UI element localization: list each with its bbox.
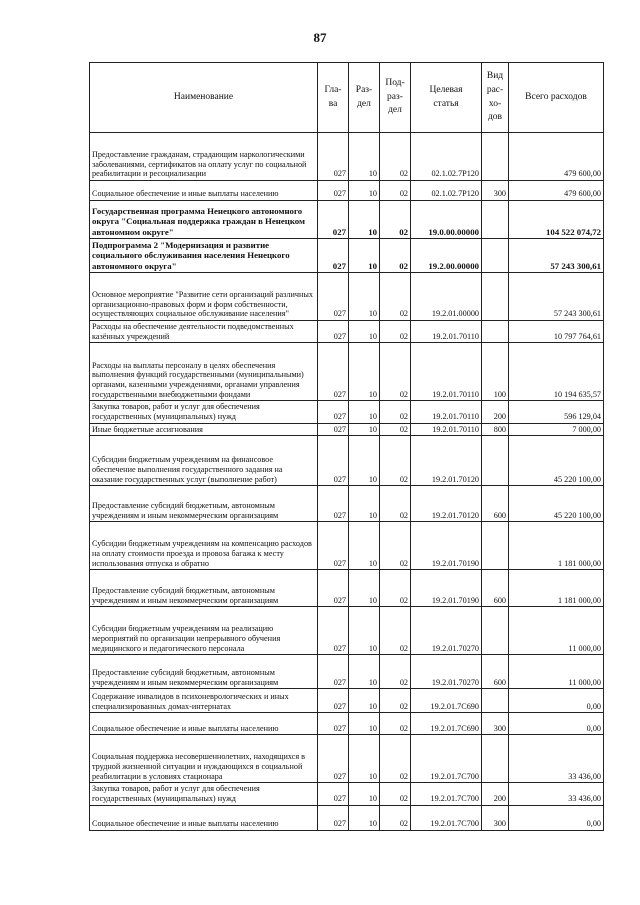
table-row <box>90 201 604 239</box>
row-article: 19.2.01.7С690 <box>411 689 482 713</box>
row-total: 0,00 <box>509 713 604 735</box>
row-section: 10 <box>349 401 380 423</box>
row-article: 02.1.02.7Р120 <box>411 181 482 201</box>
table-body <box>90 133 604 831</box>
row-section: 10 <box>349 133 380 181</box>
row-article: 19.2.01.70110 <box>411 321 482 343</box>
row-name: Субсидии бюджетным учреждениям на компенсацию расходов на оплату стоимости проезда и провоза багажа к месту использования отпуска и обратно <box>90 522 318 570</box>
row-article: 19.2.01.70270 <box>411 655 482 689</box>
table-row <box>90 655 604 689</box>
row-subsection: 02 <box>380 805 411 830</box>
row-total: 45 220 100,00 <box>509 486 604 522</box>
table-row <box>90 522 604 570</box>
row-section: 10 <box>349 655 380 689</box>
row-total: 0,00 <box>509 689 604 713</box>
row-subsection: 02 <box>380 570 411 607</box>
row-total: 1 181 000,00 <box>509 522 604 570</box>
row-article: 19.2.01.7С700 <box>411 735 482 783</box>
row-chapter: 027 <box>318 273 349 321</box>
row-name: Содержание инвалидов в психоневрологических и иных специализированных домах-интернатах <box>90 689 318 713</box>
row-subsection: 02 <box>380 655 411 689</box>
row-subsection: 02 <box>380 343 411 401</box>
row-total: 11 000,00 <box>509 655 604 689</box>
header-expense-type: Вид рас- хо- дов <box>482 63 509 133</box>
row-name: Основное мероприятие "Развитие сети организаций различных организационно-правовых форм и форм собственности, осуществляющих социальное обслуживание населения" <box>90 273 318 321</box>
row-chapter: 027 <box>318 321 349 343</box>
row-chapter: 027 <box>318 655 349 689</box>
row-total: 479 600,00 <box>509 133 604 181</box>
row-expense-type <box>482 689 509 713</box>
row-expense-type: 300 <box>482 713 509 735</box>
row-subsection: 02 <box>380 522 411 570</box>
row-subsection: 02 <box>380 607 411 655</box>
row-expense-type <box>482 321 509 343</box>
row-name: Закупка товаров, работ и услуг для обеспечения государственных (муниципальных) нужд <box>90 401 318 423</box>
row-section: 10 <box>349 735 380 783</box>
row-expense-type: 200 <box>482 783 509 805</box>
row-article: 19.2.01.70190 <box>411 570 482 607</box>
row-total: 7 000,00 <box>509 423 604 436</box>
row-name: Предоставление субсидий бюджетным, автономным учреждениям и иным некоммерческим организациям <box>90 655 318 689</box>
table-row <box>90 273 604 321</box>
header-total: Всего расходов <box>509 63 604 133</box>
row-expense-type: 300 <box>482 181 509 201</box>
row-expense-type: 600 <box>482 486 509 522</box>
row-expense-type: 600 <box>482 570 509 607</box>
row-article: 19.2.01.70190 <box>411 522 482 570</box>
row-chapter: 027 <box>318 239 349 273</box>
row-section: 10 <box>349 783 380 805</box>
row-total: 33 436,00 <box>509 783 604 805</box>
row-chapter: 027 <box>318 423 349 436</box>
row-article: 19.2.01.70110 <box>411 343 482 401</box>
row-chapter: 027 <box>318 607 349 655</box>
row-section: 10 <box>349 239 380 273</box>
row-total: 104 522 074,72 <box>509 201 604 239</box>
row-section: 10 <box>349 486 380 522</box>
row-section: 10 <box>349 436 380 486</box>
row-total: 596 129,04 <box>509 401 604 423</box>
table-header-row <box>90 63 604 133</box>
row-section: 10 <box>349 689 380 713</box>
row-total: 1 181 000,00 <box>509 570 604 607</box>
row-chapter: 027 <box>318 570 349 607</box>
row-section: 10 <box>349 713 380 735</box>
row-total: 45 220 100,00 <box>509 436 604 486</box>
budget-table <box>89 62 604 831</box>
row-name: Субсидии бюджетным учреждениям на финансовое обеспечение выполнения государственного задания на оказание государственных услуг (выполнение работ) <box>90 436 318 486</box>
table-row <box>90 343 604 401</box>
table-row <box>90 713 604 735</box>
row-chapter: 027 <box>318 486 349 522</box>
row-article: 19.2.01.70120 <box>411 486 482 522</box>
row-article: 19.0.00.00000 <box>411 201 482 239</box>
row-article: 19.2.01.70110 <box>411 401 482 423</box>
row-name: Предоставление гражданам, страдающим наркологическими заболеваниями, сертификатов на оплату услуг по социальной реабилитации и ресоциализации <box>90 133 318 181</box>
row-total: 10 194 635,57 <box>509 343 604 401</box>
row-chapter: 027 <box>318 133 349 181</box>
row-name: Предоставление субсидий бюджетным, автономным учреждениям и иным некоммерческим организациям <box>90 570 318 607</box>
row-expense-type: 100 <box>482 343 509 401</box>
row-article: 19.2.01.70270 <box>411 607 482 655</box>
row-name: Социальная поддержка несовершеннолетних, находящихся в трудной жизненной ситуации и нуждающихся в социальной реабилитации в условиях стационара <box>90 735 318 783</box>
table-row <box>90 133 604 181</box>
table-row <box>90 423 604 436</box>
row-subsection: 02 <box>380 436 411 486</box>
row-chapter: 027 <box>318 689 349 713</box>
row-expense-type <box>482 239 509 273</box>
row-subsection: 02 <box>380 239 411 273</box>
header-chapter: Гла- ва <box>318 63 349 133</box>
row-expense-type <box>482 522 509 570</box>
row-total: 11 000,00 <box>509 607 604 655</box>
row-section: 10 <box>349 522 380 570</box>
table-row <box>90 689 604 713</box>
row-article: 19.2.01.70120 <box>411 436 482 486</box>
row-expense-type: 600 <box>482 655 509 689</box>
table-row <box>90 805 604 830</box>
row-subsection: 02 <box>380 713 411 735</box>
page-number: 87 <box>313 30 327 45</box>
row-chapter: 027 <box>318 343 349 401</box>
row-section: 10 <box>349 570 380 607</box>
table-row <box>90 321 604 343</box>
row-chapter: 027 <box>318 401 349 423</box>
row-subsection: 02 <box>380 735 411 783</box>
row-expense-type: 200 <box>482 401 509 423</box>
row-expense-type <box>482 273 509 321</box>
row-name: Социальное обеспечение и иные выплаты населению <box>90 805 318 830</box>
row-chapter: 027 <box>318 783 349 805</box>
row-section: 10 <box>349 201 380 239</box>
row-subsection: 02 <box>380 273 411 321</box>
table-row <box>90 239 604 273</box>
row-article: 19.2.01.7С700 <box>411 783 482 805</box>
table-row <box>90 436 604 486</box>
row-article: 19.2.01.00000 <box>411 273 482 321</box>
table-row <box>90 783 604 805</box>
row-name: Социальное обеспечение и иные выплаты населению <box>90 713 318 735</box>
row-total: 33 436,00 <box>509 735 604 783</box>
row-chapter: 027 <box>318 201 349 239</box>
row-article: 02.1.02.7Р120 <box>411 133 482 181</box>
row-subsection: 02 <box>380 423 411 436</box>
row-total: 10 797 764,61 <box>509 321 604 343</box>
row-section: 10 <box>349 181 380 201</box>
row-subsection: 02 <box>380 689 411 713</box>
row-expense-type <box>482 607 509 655</box>
header-section: Раз- дел <box>349 63 380 133</box>
row-name: Субсидии бюджетным учреждениям на реализацию мероприятий по организации непрерывного обучения медицинского и педагогического персонала <box>90 607 318 655</box>
row-section: 10 <box>349 343 380 401</box>
row-name: Государственная программа Ненецкого автономного округа "Социальная поддержка граждан в Ненецком автономном округе" <box>90 201 318 239</box>
row-subsection: 02 <box>380 783 411 805</box>
row-expense-type <box>482 735 509 783</box>
row-subsection: 02 <box>380 133 411 181</box>
row-name: Расходы на обеспечение деятельности подведомственных казённых учреждений <box>90 321 318 343</box>
row-chapter: 027 <box>318 805 349 830</box>
row-section: 10 <box>349 805 380 830</box>
row-section: 10 <box>349 607 380 655</box>
table-row <box>90 486 604 522</box>
row-expense-type <box>482 436 509 486</box>
row-chapter: 027 <box>318 522 349 570</box>
row-article: 19.2.01.7С700 <box>411 805 482 830</box>
header-name: Наименование <box>90 63 318 133</box>
row-expense-type: 800 <box>482 423 509 436</box>
row-chapter: 027 <box>318 436 349 486</box>
row-subsection: 02 <box>380 181 411 201</box>
row-expense-type <box>482 133 509 181</box>
row-subsection: 02 <box>380 201 411 239</box>
row-section: 10 <box>349 423 380 436</box>
row-total: 0,00 <box>509 805 604 830</box>
row-subsection: 02 <box>380 401 411 423</box>
row-expense-type: 300 <box>482 805 509 830</box>
row-section: 10 <box>349 321 380 343</box>
row-subsection: 02 <box>380 486 411 522</box>
header-article: Целевая статья <box>411 63 482 133</box>
row-total: 57 243 300,61 <box>509 273 604 321</box>
table-row <box>90 401 604 423</box>
row-chapter: 027 <box>318 713 349 735</box>
row-name: Расходы на выплаты персоналу в целях обеспечения выполнения функций государственными (муниципальными) органами, казенными учреждениями, органами управления государственными внебюджетными фондами <box>90 343 318 401</box>
row-subsection: 02 <box>380 321 411 343</box>
row-article: 19.2.00.00000 <box>411 239 482 273</box>
table-row <box>90 607 604 655</box>
row-name: Иные бюджетные ассигнования <box>90 423 318 436</box>
row-section: 10 <box>349 273 380 321</box>
row-name: Закупка товаров, работ и услуг для обеспечения государственных (муниципальных) нужд <box>90 783 318 805</box>
row-name: Подпрограмма 2 "Модернизация и развитие социального обслуживания населения Ненецкого автономного округа" <box>90 239 318 273</box>
row-name: Предоставление субсидий бюджетным, автономным учреждениям и иным некоммерческим организациям <box>90 486 318 522</box>
row-expense-type <box>482 201 509 239</box>
table-row <box>90 570 604 607</box>
row-total: 479 600,00 <box>509 181 604 201</box>
table-row <box>90 735 604 783</box>
row-chapter: 027 <box>318 181 349 201</box>
row-chapter: 027 <box>318 735 349 783</box>
table-row <box>90 181 604 201</box>
header-subsection: Под- раз- дел <box>380 63 411 133</box>
row-name: Социальное обеспечение и иные выплаты населению <box>90 181 318 201</box>
row-article: 19.2.01.70110 <box>411 423 482 436</box>
row-total: 57 243 300,61 <box>509 239 604 273</box>
row-article: 19.2.01.7С690 <box>411 713 482 735</box>
